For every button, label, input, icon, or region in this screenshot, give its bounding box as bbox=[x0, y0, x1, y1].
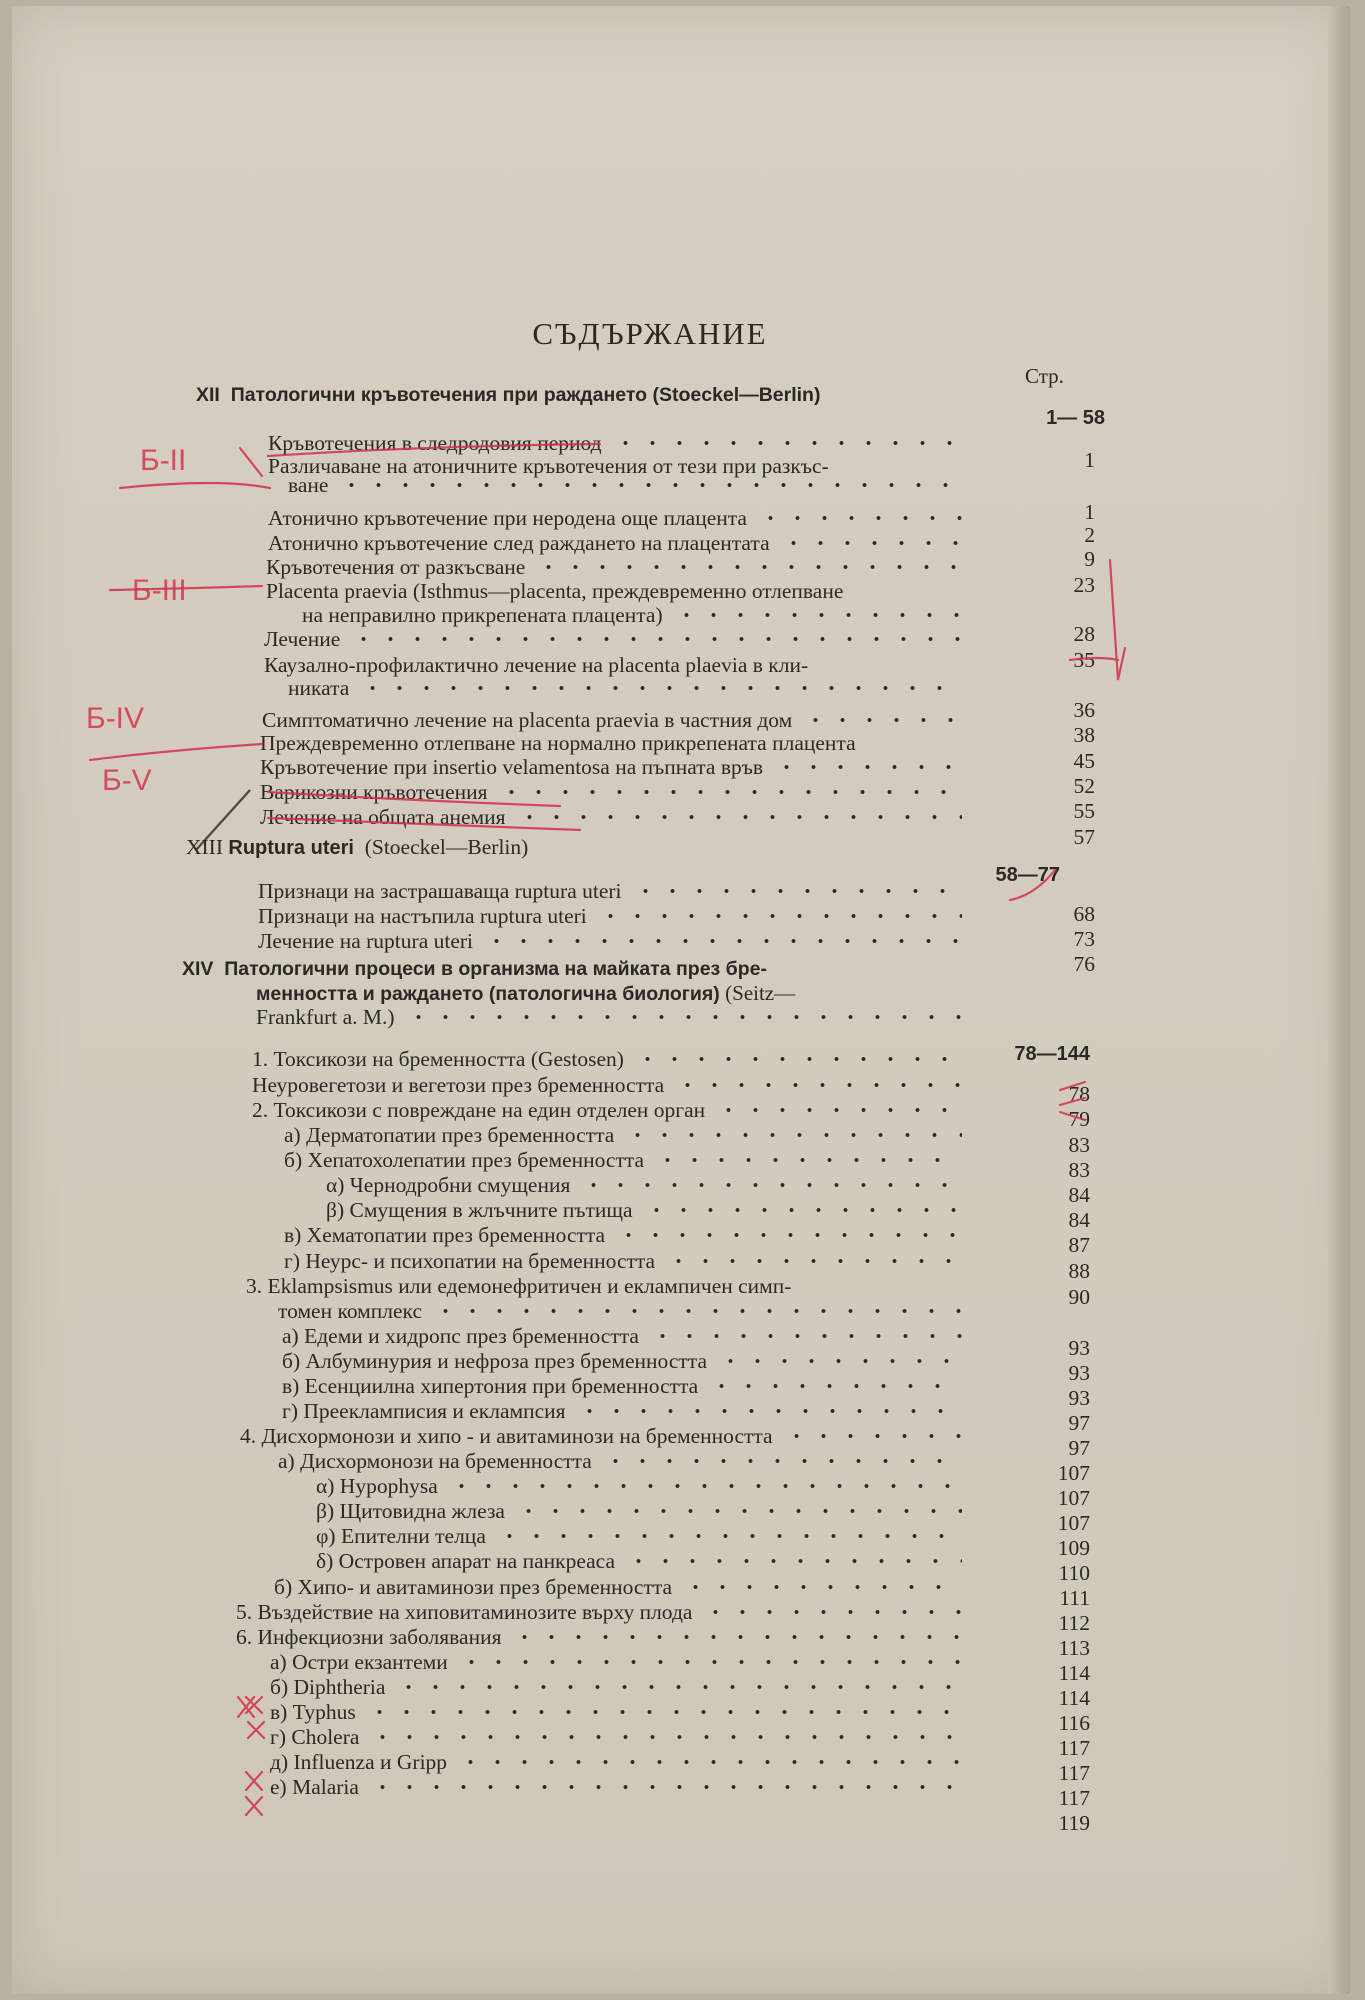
toc-entry: Признаци на застрашаваща ruptura uteri bbox=[258, 878, 968, 904]
toc-entry: Симптоматично лечение на placenta praevia в частния дом bbox=[262, 707, 968, 733]
toc-entry: д) Influenza и Gripp bbox=[270, 1749, 968, 1775]
page-number: 35 bbox=[1073, 648, 1095, 672]
chapter-13-author: (Stoeckel—Berlin) bbox=[364, 835, 529, 859]
margin-bracket bbox=[1110, 560, 1125, 680]
page-number: 114 bbox=[1058, 1686, 1090, 1710]
toc-entry: г) Cholera bbox=[270, 1724, 968, 1750]
chapter-14-range: 78—144 bbox=[1014, 1043, 1090, 1065]
margin-line bbox=[90, 744, 262, 760]
page-mark bbox=[1010, 870, 1055, 900]
toc-entry: Признаци на настъпила ruptura uteri bbox=[258, 903, 968, 929]
margin-note: Б-II bbox=[140, 444, 187, 477]
toc-entry: 6. Инфекциозни заболявания bbox=[236, 1624, 968, 1650]
chapter-14-author-cont: Frankfurt a. M.) bbox=[256, 1004, 968, 1030]
toc-entry: β) Щитовидна жлеза bbox=[316, 1498, 968, 1524]
page-number: 9 bbox=[1084, 547, 1095, 571]
page-number: 1 bbox=[1084, 500, 1095, 524]
toc-entry: а) Остри екзантеми bbox=[270, 1649, 968, 1675]
page-number: 107 bbox=[1057, 1486, 1090, 1510]
toc-entry: β) Смущения в жлъчните пътища bbox=[326, 1197, 968, 1223]
toc-entry: Различаване на атоничните кръвотечения от тези при разкъс- bbox=[268, 454, 829, 478]
page-number: 57 bbox=[1073, 825, 1095, 849]
toc-entry: в) Есенциилна хипертония при бременността bbox=[282, 1373, 968, 1399]
toc-entry: 1. Токсикози на бременността (Gestosen) bbox=[252, 1046, 968, 1072]
chapter-12-title: Патологични кръвотечения при раждането (Stoeckel—Berlin) bbox=[230, 384, 821, 406]
page-number: 76 bbox=[1073, 952, 1095, 976]
toc-entry: 3. Eklampsismus или едемонефритичен и еклампичен симп- bbox=[246, 1274, 792, 1298]
chapter-14-title-line2: менността и раждането (патологична биология) bbox=[256, 983, 720, 1005]
chapter-13-range: 58—77 bbox=[995, 864, 1060, 886]
toc-entry: Атонично кръвотечение при неродена още плацента bbox=[268, 505, 968, 531]
toc-entry: е) Malaria bbox=[270, 1774, 968, 1800]
cross-mark bbox=[246, 1797, 262, 1815]
page-number: 109 bbox=[1057, 1536, 1090, 1560]
page-number: 117 bbox=[1058, 1736, 1090, 1760]
page-number: 73 bbox=[1073, 927, 1095, 951]
toc-entry: а) Дисхормонози на бременността bbox=[278, 1448, 968, 1474]
page-number: 93 bbox=[1068, 1361, 1090, 1385]
toc-entry: Кръвотечения от разкъсване bbox=[266, 554, 968, 580]
toc-entry-continuation: никата bbox=[288, 675, 968, 701]
toc-entry: в) Typhus bbox=[270, 1699, 968, 1725]
toc-entry-continuation: томен комплекс bbox=[278, 1298, 968, 1324]
page-number: 97 bbox=[1068, 1411, 1090, 1435]
toc-entry: Неуровегетози и вегетози през бременността bbox=[252, 1072, 968, 1098]
toc-entry: б) Хепатохолепатии през бременността bbox=[284, 1147, 968, 1173]
toc-entry: б) Албуминурия и нефроза през бременността bbox=[282, 1348, 968, 1374]
toc-entry: Кръвотечение при insertio velamentosa на пъпната връв bbox=[260, 754, 968, 780]
page-number: 112 bbox=[1058, 1611, 1090, 1635]
page-number: 45 bbox=[1073, 749, 1095, 773]
page-column-label: Стр. bbox=[1025, 364, 1064, 388]
page-number: 107 bbox=[1057, 1511, 1090, 1535]
chapter-12-number: XII bbox=[196, 384, 220, 406]
toc-entry: Атонично кръвотечение след раждането на плацентата bbox=[268, 530, 968, 556]
margin-note: Б-IV bbox=[86, 702, 145, 735]
page-number: 93 bbox=[1068, 1336, 1090, 1360]
page-number: 83 bbox=[1068, 1133, 1090, 1157]
toc-entry: Каузално-профилактично лечение на placenta plaevia в кли- bbox=[264, 653, 809, 677]
toc-entry: Placenta praevia (Isthmus—placenta, преждевременно отлепване bbox=[266, 579, 844, 603]
toc-entry-continuation: на неправилно прикрепената плацента) bbox=[302, 602, 968, 628]
chapter-14-number: XIV bbox=[182, 958, 214, 980]
toc-entry-continuation: ване bbox=[288, 472, 968, 498]
toc-entry: в) Хематопатии през бременността bbox=[284, 1222, 968, 1248]
page-number: 88 bbox=[1068, 1259, 1090, 1283]
page-number: 97 bbox=[1068, 1436, 1090, 1460]
page-number: 114 bbox=[1058, 1661, 1090, 1685]
toc-entry: Лечение на общата анемия bbox=[260, 804, 968, 830]
toc-entry: α) Чернодробни смущения bbox=[326, 1172, 968, 1198]
toc-entry: г) Преекламписия и еклампсия bbox=[282, 1398, 968, 1424]
page-number: 1 bbox=[1084, 448, 1095, 472]
toc-entry: Преждевременно отлепване на нормално прикрепената плацента bbox=[260, 731, 856, 755]
page-number: 38 bbox=[1073, 723, 1095, 747]
toc-entry: Варикозни кръвотечения bbox=[260, 779, 968, 805]
page-number: 117 bbox=[1058, 1786, 1090, 1810]
pencil-stroke bbox=[196, 790, 250, 850]
chapter-13-title: Ruptura uteri bbox=[228, 837, 354, 859]
page-number: 107 bbox=[1057, 1461, 1090, 1485]
page-number: 83 bbox=[1068, 1158, 1090, 1182]
page-number: 36 bbox=[1073, 698, 1095, 722]
toc-entry: 5. Въздействие на хиповитаминозите върху плода bbox=[236, 1599, 968, 1625]
toc-entry: а) Дерматопатии през бременността bbox=[284, 1122, 968, 1148]
cross-mark bbox=[248, 1722, 264, 1738]
page-title: СЪДЪРЖАНИЕ bbox=[532, 316, 768, 351]
chapter-13-number: XIII bbox=[186, 835, 224, 859]
page-number: 52 bbox=[1073, 774, 1095, 798]
page-number: 113 bbox=[1058, 1636, 1090, 1660]
page-number: 111 bbox=[1059, 1586, 1090, 1610]
toc-entry: 2. Токсикози с повреждане на един отделен орган bbox=[252, 1097, 968, 1123]
page-number: 78 bbox=[1068, 1082, 1090, 1106]
page-number: 84 bbox=[1068, 1208, 1090, 1232]
toc-entry: Лечение bbox=[264, 626, 968, 652]
toc-entry: α) Hypophysa bbox=[316, 1473, 968, 1499]
page-number: 110 bbox=[1058, 1561, 1090, 1585]
page-tick bbox=[1060, 1082, 1085, 1090]
underline-mark bbox=[268, 792, 560, 806]
page-number: 28 bbox=[1073, 622, 1095, 646]
toc-entry: δ) Островен апарат на панкреаса bbox=[316, 1548, 968, 1574]
page-number: 23 bbox=[1073, 573, 1095, 597]
page-number: 90 bbox=[1068, 1285, 1090, 1309]
toc-entry: Кръвотечения в следродовия период bbox=[268, 430, 968, 456]
underline-mark bbox=[268, 444, 600, 456]
page-number: 79 bbox=[1068, 1107, 1090, 1131]
toc-entry: б) Хипо- и авитаминози през бременността bbox=[274, 1574, 968, 1600]
page-number: 68 bbox=[1073, 902, 1095, 926]
page-number: 55 bbox=[1073, 799, 1095, 823]
margin-line bbox=[1070, 658, 1118, 660]
toc-entry: а) Едеми и хидропс през бременността bbox=[282, 1323, 968, 1349]
margin-line bbox=[120, 483, 270, 488]
toc-entry: г) Неурс- и психопатии на бременността bbox=[284, 1248, 968, 1274]
underline-mark bbox=[268, 818, 580, 830]
margin-tick bbox=[240, 448, 262, 476]
toc-entry: 4. Дисхормонози и хипо - и авитаминози на бременността bbox=[240, 1423, 968, 1449]
toc-entry: б) Diphtheria bbox=[270, 1674, 968, 1700]
page-number: 119 bbox=[1058, 1811, 1090, 1835]
page-number: 2 bbox=[1084, 523, 1095, 547]
toc-entry: φ) Епителни телца bbox=[316, 1523, 968, 1549]
page-tick bbox=[1060, 1098, 1085, 1105]
chapter-14-title-line1: Патологични процеси в организма на майката през бре- bbox=[224, 958, 767, 980]
margin-note: Б-III bbox=[132, 574, 187, 607]
chapter-12-range: 1— 58 bbox=[1046, 407, 1105, 429]
cross-mark bbox=[246, 1772, 262, 1790]
chapter-14-author: (Seitz— bbox=[725, 981, 796, 1005]
page-number: 117 bbox=[1058, 1761, 1090, 1785]
margin-note: Б-V bbox=[102, 764, 152, 797]
page-number: 93 bbox=[1068, 1386, 1090, 1410]
page-tick bbox=[1060, 1112, 1085, 1120]
page-number: 87 bbox=[1068, 1233, 1090, 1257]
page-number: 116 bbox=[1058, 1711, 1090, 1735]
page-number: 84 bbox=[1068, 1183, 1090, 1207]
toc-entry: Лечение на ruptura uteri bbox=[258, 928, 968, 954]
